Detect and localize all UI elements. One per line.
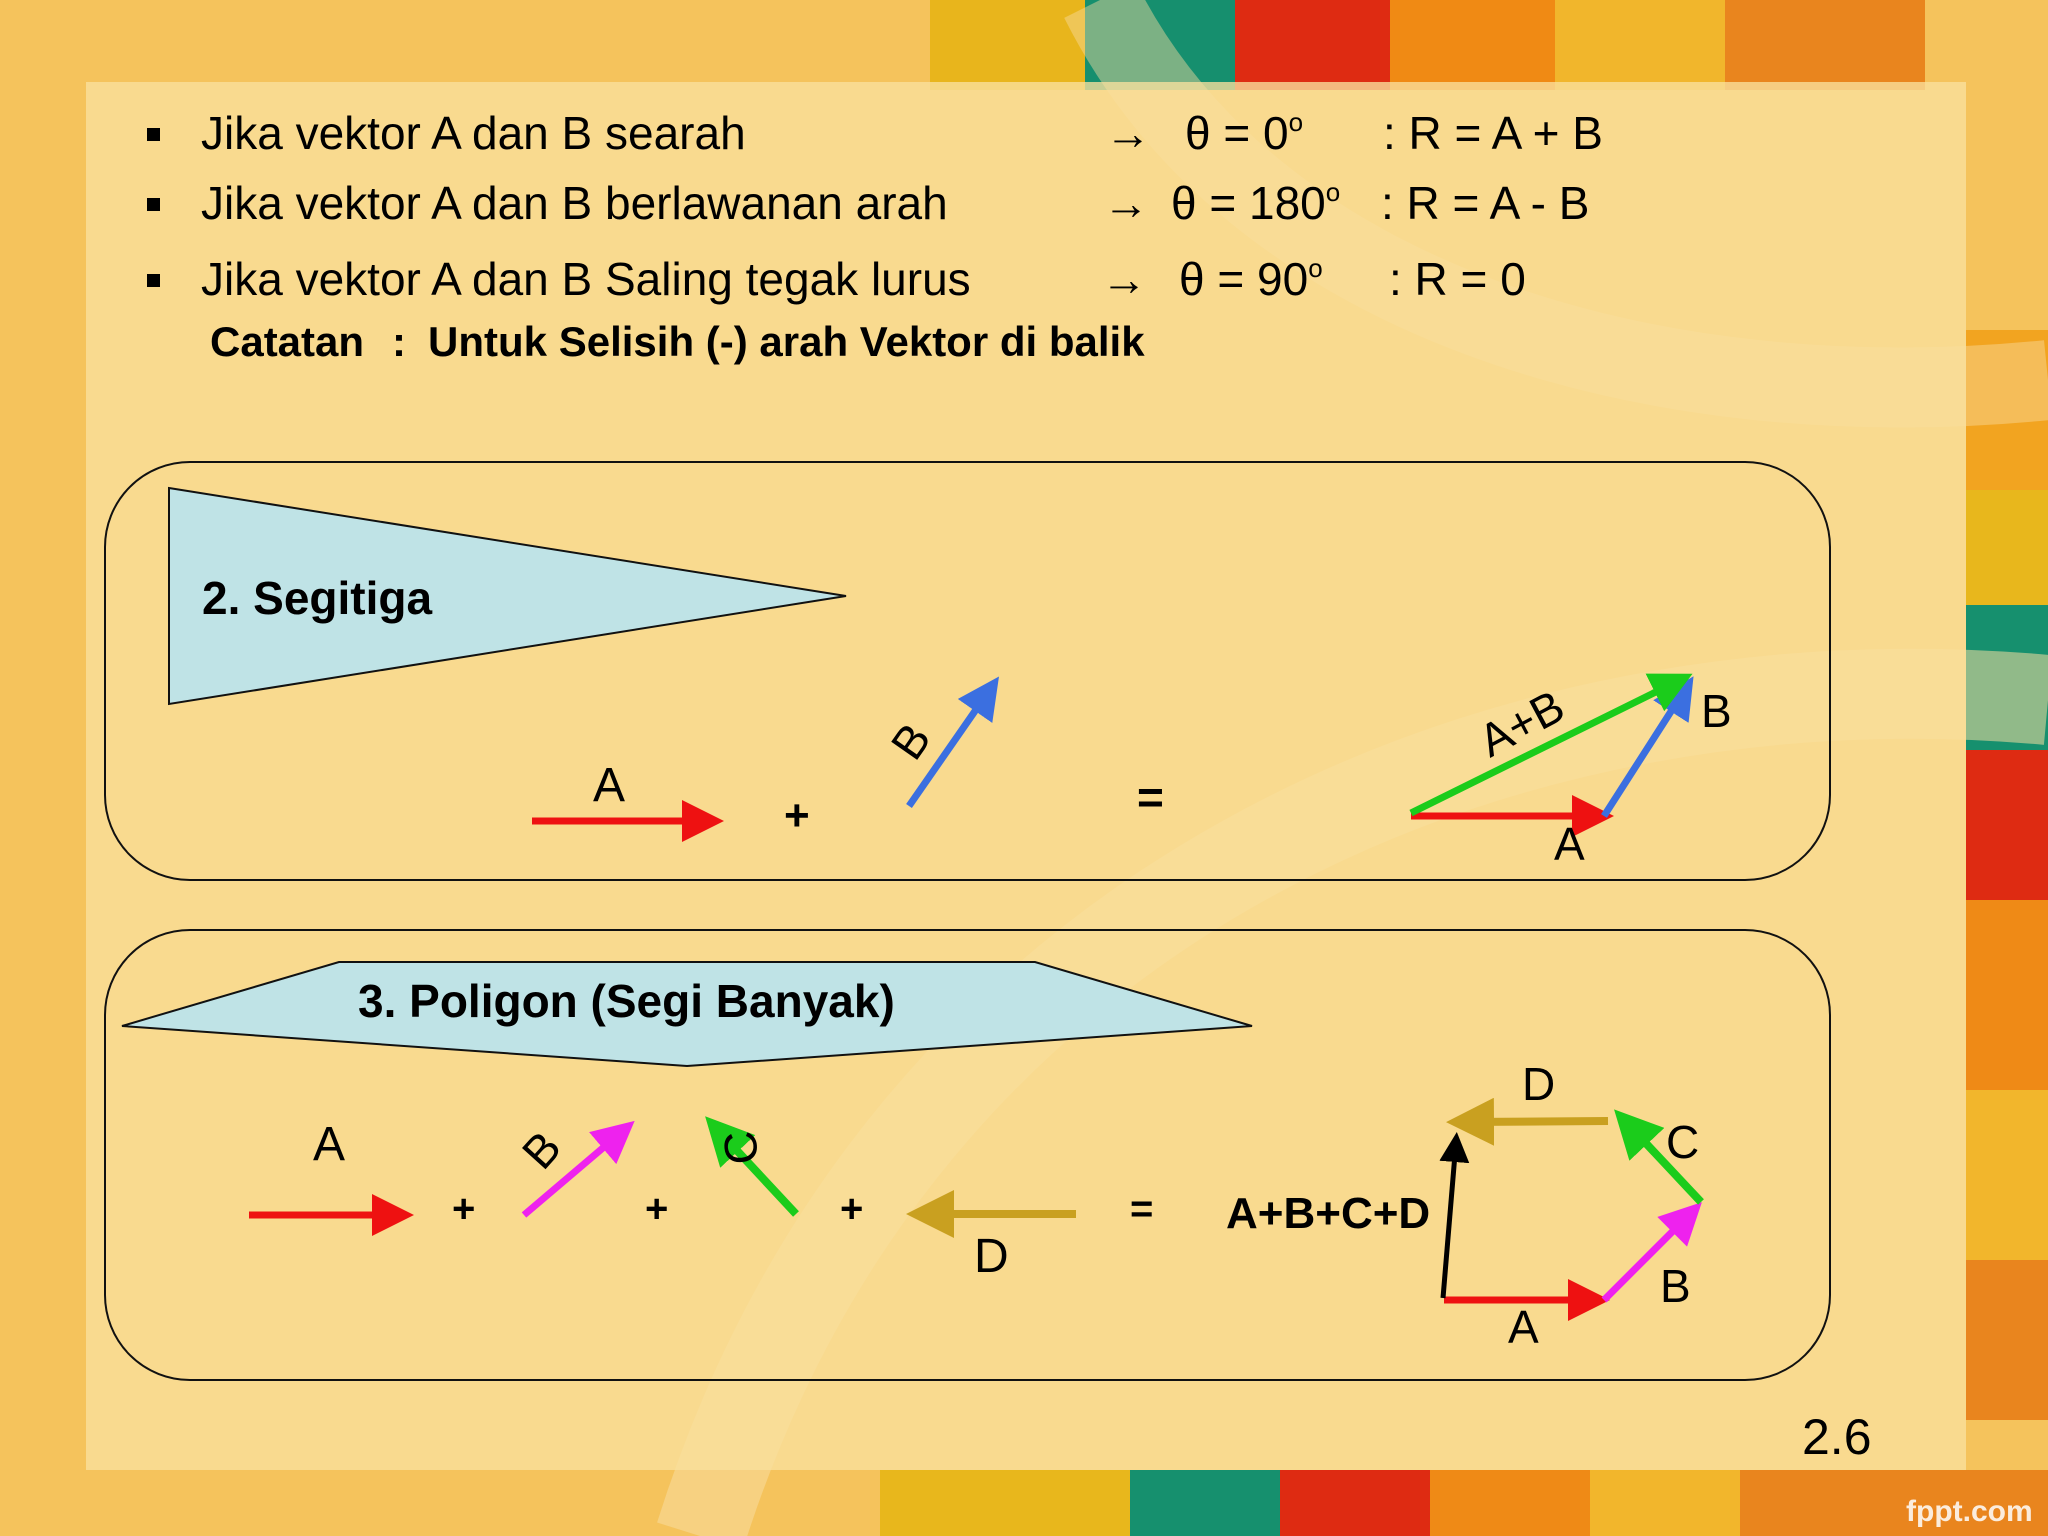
bullet-theta: $\theta = 180^o$	[1171, 177, 1341, 229]
bullet-text: Jika vektor A dan B berlawanan arah	[201, 177, 948, 229]
plus-sign: +	[784, 791, 810, 840]
result-b-arrow	[1604, 688, 1686, 816]
result-sum-label: A+B	[1470, 679, 1573, 767]
vector-d-label: D	[974, 1230, 1009, 1283]
result-b-label: B	[1660, 1260, 1691, 1312]
plus-sign: +	[840, 1187, 864, 1231]
bullet-text: Jika vektor A dan B searah	[201, 107, 746, 159]
note-label: Catatan	[210, 318, 365, 365]
note-text: Untuk Selisih (-) arah Vektor di balik	[428, 318, 1145, 365]
vector-c-label: C	[713, 1129, 768, 1167]
bullet-text: Jika vektor A dan B Saling tegak lurus	[201, 253, 971, 305]
result-a-label: A	[1554, 818, 1585, 870]
equals-sign: =	[1137, 771, 1164, 823]
bullet-result: : R = 0	[1389, 253, 1526, 305]
bullet-theta: $\theta = 90^o$	[1179, 253, 1323, 305]
footer-brand: fppt.com	[1906, 1495, 2033, 1528]
segitiga-title: 2. Segitiga	[202, 572, 433, 624]
bullet-result: : R = A - B	[1381, 177, 1590, 229]
result-a-label: A	[1508, 1301, 1539, 1353]
arrow-right-icon: →	[1101, 253, 1147, 305]
vector-a-label: A	[593, 759, 626, 812]
vector-a-label: A	[313, 1118, 346, 1171]
result-d-arrow	[1462, 1121, 1608, 1122]
result-sum-arrow	[1443, 1142, 1456, 1298]
equals-sign: =	[1130, 1187, 1154, 1231]
poligon-title: 3. Poligon (Segi Banyak)	[358, 975, 895, 1027]
plus-sign: +	[645, 1187, 669, 1231]
result-b-label: B	[1701, 685, 1732, 737]
bullet-result: : R = A + B	[1383, 107, 1603, 159]
result-d-label: D	[1522, 1058, 1556, 1110]
arrow-right-icon: →	[1103, 177, 1149, 229]
plus-sign: +	[452, 1187, 476, 1231]
vector-b-label: B	[880, 713, 941, 769]
vector-b-label: B	[511, 1121, 571, 1179]
poligon-sum-label: A+B+C+D	[1226, 1189, 1431, 1238]
bullet-theta: $\theta = 0^o$	[1185, 107, 1304, 159]
note-separator: :	[392, 318, 407, 365]
arrow-right-icon: →	[1105, 107, 1151, 159]
page-number: 2.6	[1802, 1409, 1872, 1465]
result-c-label: C	[1666, 1116, 1700, 1168]
